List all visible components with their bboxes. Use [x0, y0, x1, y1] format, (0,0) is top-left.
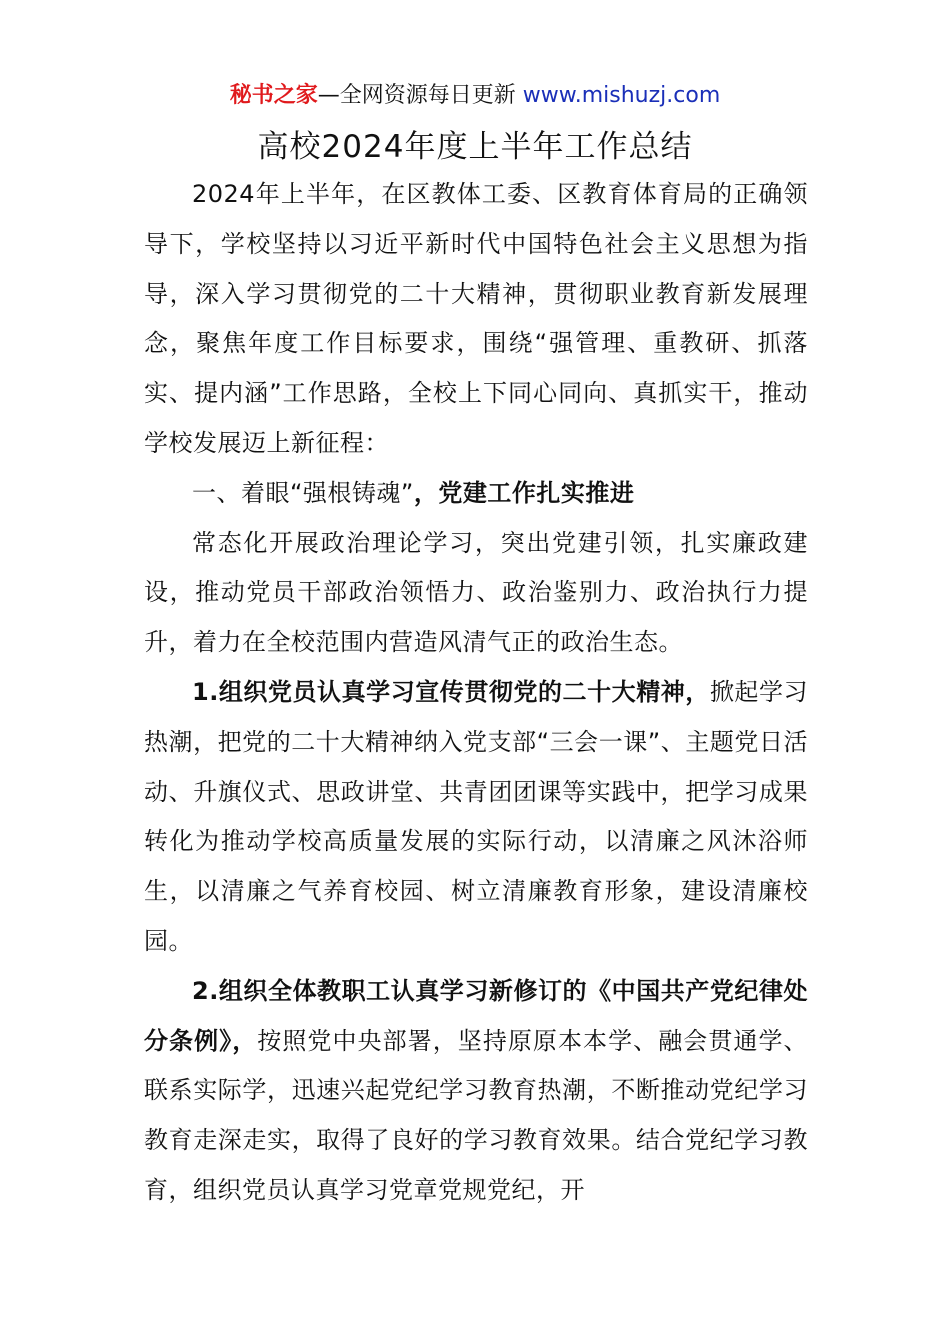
section-1-paragraph: 常态化开展政治理论学习，突出党建引领，扎实廉政建设，推动党员干部政治领悟力、政治鉴别力、政治执行力提升，着力在全校范围内营造风清气正的政治生态。 — [144, 528, 808, 657]
item-2-paragraph — [144, 967, 808, 1216]
document-body — [144, 170, 808, 1216]
site-url-link[interactable]: www.mishuzj.com — [522, 83, 721, 108]
section-heading-1-part-b: ，党建工作扎实推进 — [413, 478, 635, 507]
site-header — [0, 80, 950, 112]
item-2-text: 按照党中央部署，坚持原原本本学、融会贯通学、联系实际学，迅速兴起党纪学习教育热潮，不断推动党纪学习教育走深走实，取得了良好的学习教育效果。结合党纪学习教育，组织党员认真学习党章党规党纪，开 — [144, 1026, 809, 1204]
intro-paragraph: 2024年上半年，在区教体工委、区教育体育局的正确领导下，学校坚持以习近平新时代中国特色社会主义思想为指导，深入学习贯彻党的二十大精神，贯彻职业教育新发展理念，聚焦年度工作目标要求，围绕“强管理、重教研、抓落实、提内涵”工作思路，全校上下同心同向、真抓实干，推动学校发展迈上新征程： — [144, 180, 808, 457]
document-title: 高校2024年度上半年工作总结 — [257, 129, 693, 165]
section-heading-1 — [144, 469, 808, 519]
item-1-text: 掀起学习热潮，把党的二十大精神纳入党支部“三会一课”、主题党日活动、升旗仪式、思政讲堂、共青团团课等实践中，把学习成果转化为推动学校高质量发展的实际行动，以清廉之风沐浴师生，以清廉之气养育校园、树立清廉教育形象，建设清廉校园。 — [144, 677, 808, 955]
brand-name: 秘书之家 — [229, 83, 318, 108]
header-tagline: —全网资源每日更新 — [317, 83, 516, 108]
section-heading-1-part-a: 一、着眼“强根铸魂” — [192, 478, 414, 507]
item-1-lead: 1.组织党员认真学习宣传贯彻党的二十大精神， — [192, 677, 710, 706]
item-2-lead: 2.组织全体教职工认真学习新修订的《中国共产党纪律处分条例》， — [144, 976, 808, 1055]
item-1-paragraph — [144, 668, 808, 967]
